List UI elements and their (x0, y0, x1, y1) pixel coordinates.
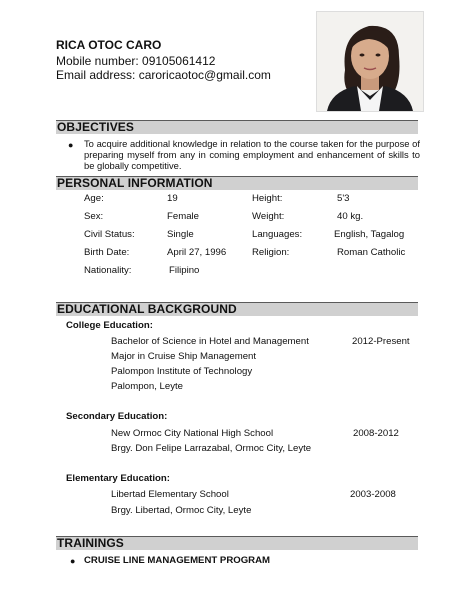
secondary-education-label: Secondary Education: (66, 411, 168, 422)
college-date: 2012-Present (352, 336, 410, 347)
birth-date-label: Birth Date: (84, 247, 130, 258)
section-personal-information (56, 176, 418, 190)
section-education-title: EDUCATIONAL BACKGROUND (57, 302, 237, 316)
bullet-icon: ● (68, 140, 74, 150)
secondary-school: New Ormoc City National High School (111, 428, 274, 439)
weight-label: Weight: (252, 211, 285, 222)
elementary-location: Brgy. Libertad, Ormoc City, Leyte (111, 505, 252, 516)
civil-status-value: Single (167, 229, 194, 240)
elementary-school: Libertad Elementary School (111, 489, 229, 500)
height-value: 5'3 (337, 193, 350, 204)
civil-status-label: Civil Status: (84, 229, 135, 240)
objective-text: To acquire additional knowledge in relation to the course taken for the purpose of preparing myself from any in coming employment and enhancement of skills to be globally competitive. (84, 138, 420, 171)
languages-label: Languages: (252, 229, 303, 240)
secondary-location: Brgy. Don Felipe Larrazabal, Ormoc City, Leyte (111, 443, 312, 454)
birth-date-value: April 27, 1996 (167, 247, 227, 258)
age-label: Age: (84, 193, 104, 204)
college-major: Major in Cruise Ship Management (111, 351, 257, 362)
nationality-label: Nationality: (84, 265, 132, 276)
bullet-icon: ● (70, 556, 76, 566)
nationality-value: Filipino (169, 265, 200, 276)
religion-value: Roman Catholic (337, 247, 406, 258)
mobile-number: Mobile number: 09105061412 (56, 54, 216, 68)
sex-label: Sex: (84, 211, 104, 222)
portrait-image (317, 12, 423, 111)
profile-photo (316, 11, 424, 112)
training-item: CRUISE LINE MANAGEMENT PROGRAM (84, 555, 271, 566)
section-educational-background (56, 302, 418, 316)
email-address: Email address: caroricaotoc@gmail.com (56, 68, 271, 82)
college-location: Palompon, Leyte (111, 381, 183, 392)
college-school: Palompon Institute of Technology (111, 366, 253, 377)
religion-label: Religion: (252, 247, 290, 258)
section-trainings (56, 536, 418, 550)
applicant-name: RICA OTOC CARO (56, 38, 162, 52)
age-value: 19 (167, 193, 178, 204)
section-objectives-title: OBJECTIVES (57, 120, 135, 134)
height-label: Height: (252, 193, 283, 204)
elementary-date: 2003-2008 (350, 489, 396, 500)
section-objectives (56, 120, 418, 134)
section-trainings-title: TRAININGS (57, 536, 124, 550)
weight-value: 40 kg. (337, 211, 364, 222)
secondary-date: 2008-2012 (353, 428, 399, 439)
languages-value: English, Tagalog (334, 229, 405, 240)
elementary-education-label: Elementary Education: (66, 473, 170, 484)
sex-value: Female (167, 211, 199, 222)
college-education-label: College Education: (66, 320, 153, 331)
college-degree: Bachelor of Science in Hotel and Management (111, 336, 309, 347)
section-personal-title: PERSONAL INFORMATION (57, 176, 213, 190)
